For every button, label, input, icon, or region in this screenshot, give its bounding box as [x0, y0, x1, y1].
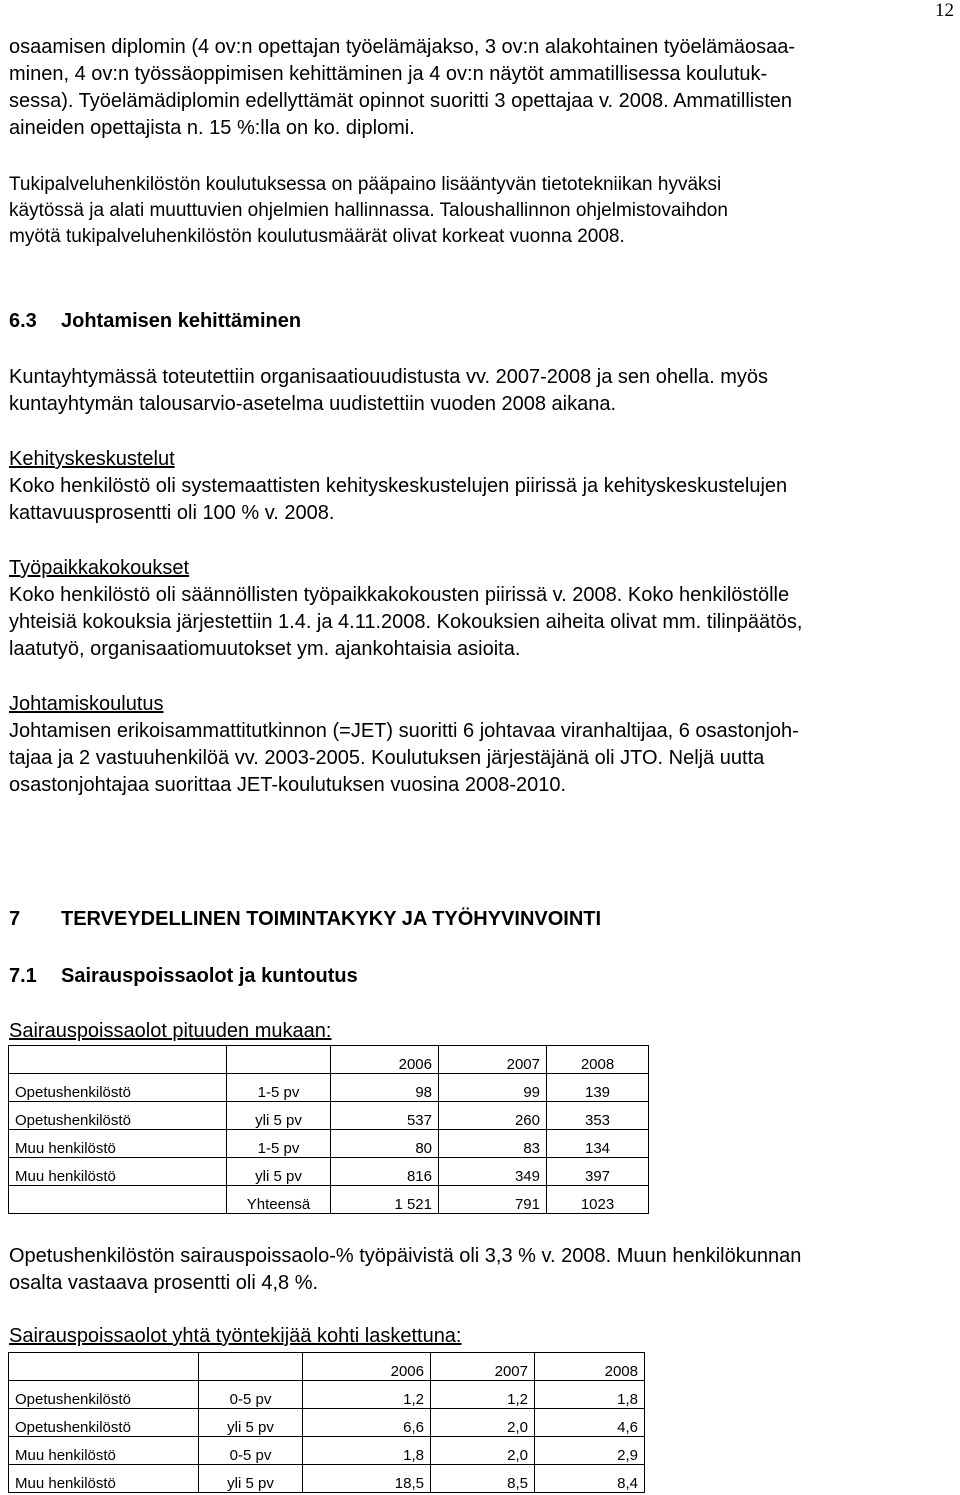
- table-cell: 791: [439, 1186, 547, 1214]
- text-line: Kuntayhtymässä toteutettiin organisaatiouudistusta vv. 2007-2008 ja sen ohella. myös: [9, 366, 768, 388]
- table-cell: Yhteensä: [227, 1186, 331, 1214]
- table-cell: yli 5 pv: [199, 1409, 303, 1437]
- absence-by-length-table: [8, 1045, 649, 1214]
- table-cell: Opetushenkilöstö: [9, 1074, 227, 1102]
- table-row: [9, 1465, 645, 1493]
- text-line: Opetushenkilöstön sairauspoissaolo-% työpäivistä oli 3,3 % v. 2008. Muun henkilökunnan: [9, 1245, 802, 1267]
- section-title: Sairauspoissaolot ja kuntoutus: [61, 965, 358, 987]
- table-cell: 18,5: [303, 1465, 431, 1493]
- text-line: osaamisen diplomin (4 ov:n opettajan työelämäjakso, 3 ov:n alakohtainen työelämäosaa-: [9, 36, 796, 58]
- table-cell: 98: [331, 1074, 439, 1102]
- table-cell: 1 521: [331, 1186, 439, 1214]
- table-cell: 1-5 pv: [227, 1130, 331, 1158]
- table-cell: 397: [547, 1158, 649, 1186]
- table2-caption: Sairauspoissaolot yhtä työntekijää kohti laskettuna:: [9, 1325, 462, 1347]
- text-line: kuntayhtymän talousarvio-asetelma uudistettiin vuoden 2008 aikana.: [9, 393, 617, 415]
- table-cell: [9, 1353, 199, 1381]
- tyopaikkakokoukset-block: [9, 555, 954, 663]
- table-cell: 8,5: [431, 1465, 535, 1493]
- table-cell: 139: [547, 1074, 649, 1102]
- table-row-total: [9, 1186, 649, 1214]
- text-line: Koko henkilöstö oli systemaattisten kehityskeskustelujen piirissä ja kehityskeskustelujen: [9, 475, 788, 497]
- table-cell: [9, 1186, 227, 1214]
- section-title: Johtamisen kehittäminen: [61, 310, 302, 332]
- table-cell: 8,4: [535, 1465, 645, 1493]
- absence-percent-paragraph: [9, 1243, 954, 1297]
- table-cell: 1,8: [535, 1381, 645, 1409]
- table-cell: 2008: [535, 1353, 645, 1381]
- table-cell: 2006: [303, 1353, 431, 1381]
- table-cell: 2008: [547, 1046, 649, 1074]
- table-cell: 0-5 pv: [199, 1437, 303, 1465]
- text-line: yhteisiä kokouksia järjestettiin 1.4. ja 4.11.2008. Kokouksien aiheita olivat mm. tilinpäätös,: [9, 611, 803, 633]
- section-number: 6.3: [9, 310, 37, 332]
- table-cell: 353: [547, 1102, 649, 1130]
- table-cell: 1023: [547, 1186, 649, 1214]
- table-cell: 80: [331, 1130, 439, 1158]
- table-cell: Opetushenkilöstö: [9, 1409, 199, 1437]
- subsection-title: Työpaikkakokoukset: [9, 557, 190, 579]
- text-line: minen, 4 ov:n työssäoppimisen kehittäminen ja 4 ov:n näytöt ammatillisessa koulutuk-: [9, 63, 768, 85]
- text-line: laatutyö, organisaatiomuutokset ym. ajankohtaisia asioita.: [9, 638, 521, 660]
- table-cell: Muu henkilöstö: [9, 1437, 199, 1465]
- table-row: [9, 1130, 649, 1158]
- table-cell: 1-5 pv: [227, 1074, 331, 1102]
- table-cell: 1,8: [303, 1437, 431, 1465]
- table-row: [9, 1158, 649, 1186]
- table-cell: yli 5 pv: [227, 1102, 331, 1130]
- text-line: myötä tukipalveluhenkilöstön koulutusmäärät olivat korkeat vuonna 2008.: [9, 226, 625, 247]
- section-number: 7.1: [9, 965, 37, 987]
- table-cell: Opetushenkilöstö: [9, 1381, 199, 1409]
- text-line: Koko henkilöstö oli säännöllisten työpaikkakokousten piirissä v. 2008. Koko henkilöstölle: [9, 584, 790, 606]
- text-line: osastonjohtajaa suorittaa JET-koulutuksen vuosina 2008-2010.: [9, 774, 567, 796]
- table-cell: yli 5 pv: [199, 1465, 303, 1493]
- support-paragraph: [9, 172, 954, 250]
- section-title: TERVEYDELLINEN TOIMINTAKYKY JA TYÖHYVINVOINTI: [61, 908, 602, 930]
- table-cell: 2007: [431, 1353, 535, 1381]
- table-row: [9, 1381, 645, 1409]
- section-heading-7-1: [9, 965, 358, 988]
- table-header-row: [9, 1046, 649, 1074]
- text-line: osalta vastaava prosentti oli 4,8 %.: [9, 1272, 319, 1294]
- section-heading-7: [9, 908, 601, 931]
- table-cell: [199, 1353, 303, 1381]
- table-cell: 537: [331, 1102, 439, 1130]
- table-cell: 4,6: [535, 1409, 645, 1437]
- table-cell: 99: [439, 1074, 547, 1102]
- table-cell: 1,2: [303, 1381, 431, 1409]
- table-cell: 260: [439, 1102, 547, 1130]
- table-cell: [9, 1046, 227, 1074]
- table-cell: [227, 1046, 331, 1074]
- text-line: sessa). Työelämädiplomin edellyttämät opinnot suoritti 3 opettajaa v. 2008. Ammatillisten: [9, 90, 793, 112]
- table-row: [9, 1074, 649, 1102]
- text-line: kattavuusprosentti oli 100 % v. 2008.: [9, 502, 335, 524]
- section-6-3-intro: [9, 364, 954, 418]
- table-row: [9, 1437, 645, 1465]
- page-number: 12: [935, 0, 954, 21]
- table-cell: 1,2: [431, 1381, 535, 1409]
- subsection-title: Kehityskeskustelut: [9, 448, 175, 470]
- table-cell: 6,6: [303, 1409, 431, 1437]
- table-cell: 2,0: [431, 1409, 535, 1437]
- table-cell: 2,9: [535, 1437, 645, 1465]
- table-cell: 134: [547, 1130, 649, 1158]
- table-cell: Muu henkilöstö: [9, 1158, 227, 1186]
- section-heading-6-3: [9, 310, 301, 333]
- intro-paragraph: [9, 34, 954, 142]
- table-cell: Muu henkilöstö: [9, 1465, 199, 1493]
- table-header-row: [9, 1353, 645, 1381]
- section-number: 7: [9, 908, 21, 930]
- table1-caption: Sairauspoissaolot pituuden mukaan:: [9, 1020, 332, 1042]
- table-cell: yli 5 pv: [227, 1158, 331, 1186]
- table-cell: Opetushenkilöstö: [9, 1102, 227, 1130]
- text-line: Johtamisen erikoisammattitutkinnon (=JET) suoritti 6 johtavaa viranhaltijaa, 6 osastonjoh-: [9, 720, 799, 742]
- table-cell: 0-5 pv: [199, 1381, 303, 1409]
- kehityskeskustelut-block: [9, 446, 954, 527]
- johtamiskoulutus-block: [9, 691, 954, 799]
- table-cell: 2,0: [431, 1437, 535, 1465]
- text-line: käytössä ja alati muuttuvien ohjelmien hallinnassa. Taloushallinnon ohjelmistovaihdon: [9, 200, 728, 221]
- subsection-title: Johtamiskoulutus: [9, 693, 164, 715]
- table-cell: 2007: [439, 1046, 547, 1074]
- text-line: Tukipalveluhenkilöstön koulutuksessa on pääpaino lisääntyvän tietotekniikan hyväksi: [9, 174, 722, 195]
- table-row: [9, 1409, 645, 1437]
- text-line: tajaa ja 2 vastuuhenkilöä vv. 2003-2005. Koulutuksen järjestäjänä oli JTO. Neljä uutta: [9, 747, 765, 769]
- table-cell: 83: [439, 1130, 547, 1158]
- table-row: [9, 1102, 649, 1130]
- table-cell: 349: [439, 1158, 547, 1186]
- table-cell: 2006: [331, 1046, 439, 1074]
- text-line: aineiden opettajista n. 15 %:lla on ko. diplomi.: [9, 117, 415, 139]
- table-cell: 816: [331, 1158, 439, 1186]
- table-cell: Muu henkilöstö: [9, 1130, 227, 1158]
- absence-per-employee-table: [8, 1352, 645, 1493]
